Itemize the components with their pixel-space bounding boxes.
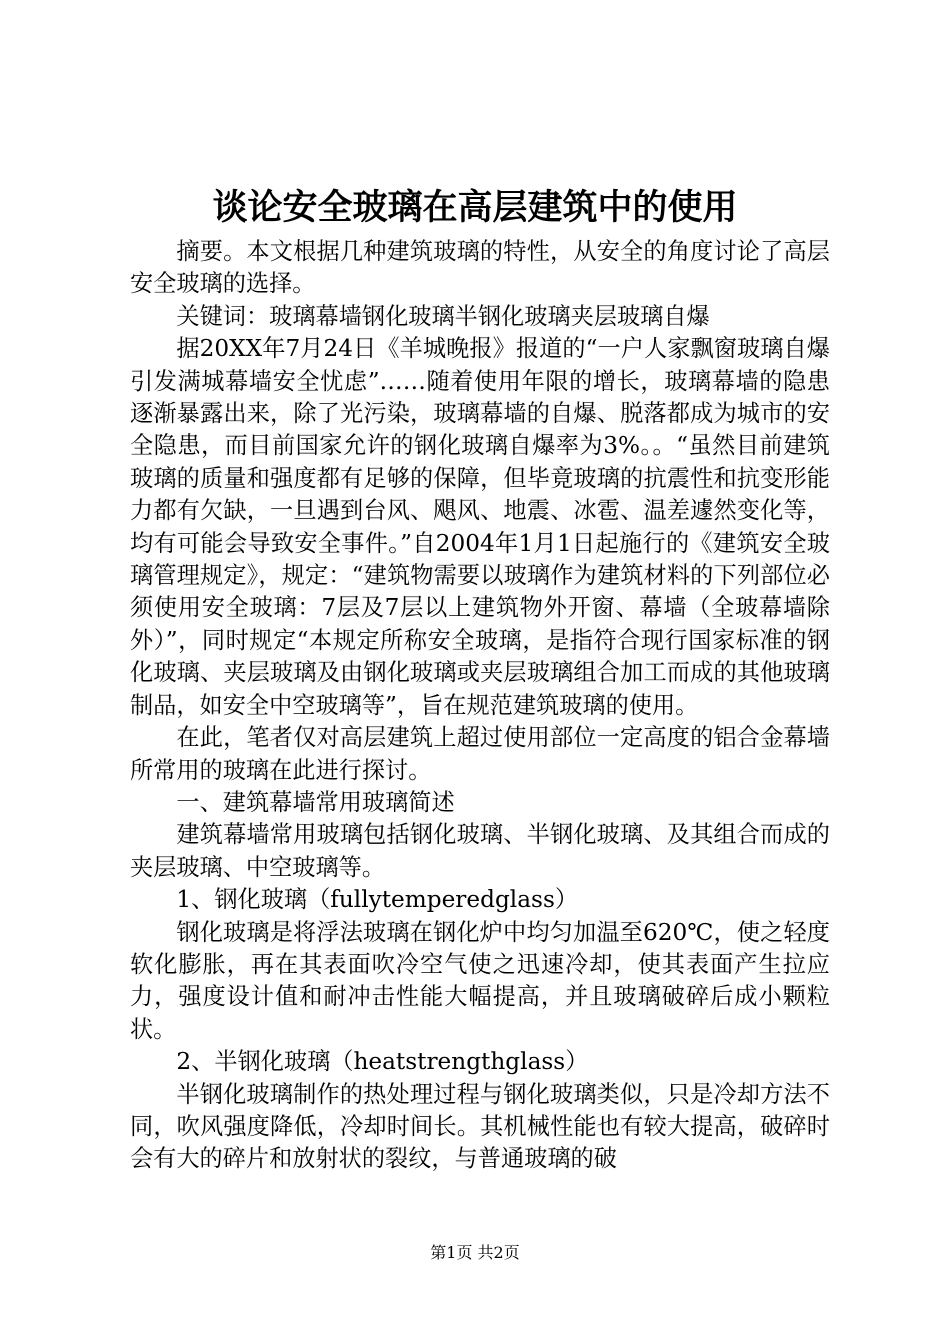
page-footer [0,1243,950,1263]
keywords-paragraph: 关键词：玻璃幕墙钢化玻璃半钢化玻璃夹层玻璃自爆 [176,302,710,330]
subsection-heading: 1、钢化玻璃（fullytemperedglass） [176,886,579,914]
document-title: 谈论安全玻璃在高层建筑中的使用 [212,187,738,228]
body-paragraph: 钢化玻璃是将浮法玻璃在钢化炉中均匀加温至620℃，使之轻度软化膨胀，再在其表面吹冷空气使之迅速冷却，使其表面产生拉应力，强度设计值和耐冲击性能大幅提高，并且玻璃破碎后成小颗粒状。 [130,918,830,1043]
page-total: 共2页 [477,1243,520,1262]
abstract-paragraph: 摘要。本文根据几种建筑玻璃的特性，从安全的角度讨论了高层安全玻璃的选择。 [130,238,830,298]
body-paragraph: 在此，笔者仅对高层建筑上超过使用部位一定高度的铝合金幕墙所常用的玻璃在此进行探讨。 [130,724,830,784]
body-paragraph: 半钢化玻璃制作的热处理过程与钢化玻璃类似，只是冷却方法不同，吹风强度降低，冷却时间长。其机械性能也有较大提高，破碎时会有大的碎片和放射状的裂纹，与普通玻璃的破 [130,1080,830,1173]
section-heading: 一、建筑幕墙常用玻璃简述 [176,788,455,816]
body-paragraph: 建筑幕墙常用玻璃包括钢化玻璃、半钢化玻璃、及其组合而成的夹层玻璃、中空玻璃等。 [130,821,830,881]
body-paragraph: 据20XX年7月24日《羊城晚报》报道的“一户人家飘窗玻璃自爆引发满城幕墙安全忧虑”……随着使用年限的增长，玻璃幕墙的隐患逐渐暴露出来，除了光污染，玻璃幕墙的自爆、脱落都成为城市的安全隐患，而目前国家允许的钢化玻璃自爆率为3%。。“虽然目前建筑玻璃的质量和强度都有足够的保障，但毕竟玻璃的抗震性和抗变形能力都有欠缺，一旦遇到台风、飓风、地震、冰雹、温差遽然变化等，均有可能会导致安全事件。”自2004年1月1日起施行的《建筑安全玻璃管理规定》，规定：“建筑物需要以玻璃作为建筑材料的下列部位必须使用安全玻璃：7层及7层以上建筑物外开窗、幕墙（全玻幕墙除外）”，同时规定“本规定所称安全玻璃，是指符合现行国家标准的钢化玻璃、夹层玻璃及由钢化玻璃或夹层玻璃组合加工而成的其他玻璃制品，如安全中空玻璃等”，旨在规范建筑玻璃的使用。 [130,335,830,719]
subsection-heading: 2、半钢化玻璃（heatstrengthglass） [176,1048,589,1076]
document-body [130,236,830,1176]
page-number: 第1页 [430,1243,473,1262]
